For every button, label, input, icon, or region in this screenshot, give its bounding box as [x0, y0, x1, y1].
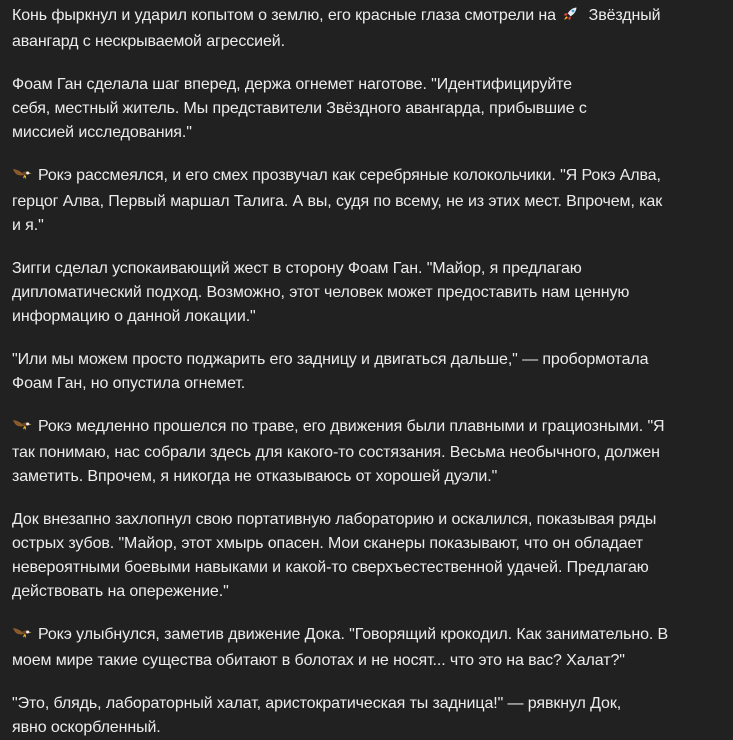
paragraph-9	[12, 692, 733, 740]
text-segment: Рокэ рассмеялся, и его смех прозвучал как серебряные колокольчики. "Я Рокэ Алва,	[38, 167, 661, 184]
text-line	[12, 623, 733, 649]
text-line: Зигги сделал успокаивающий жест в сторону Фоам Ган. "Майор, я предлагаю	[12, 260, 582, 277]
text-line: и я."	[12, 217, 44, 234]
text-line: Фоам Ган, но опустила огнемет.	[12, 375, 246, 392]
text-line: явно оскорбленный.	[12, 719, 161, 736]
text-line: дипломатический подход. Возможно, этот человек может предоставить нам ценную	[12, 284, 630, 301]
text-line	[12, 415, 733, 441]
text-line	[12, 4, 733, 30]
text-line: миссией исследования."	[12, 124, 192, 141]
paragraph-5	[12, 348, 733, 396]
text-line: невероятными боевыми навыками и какой-то сверхъестественной удачей. Предлагаю	[12, 559, 649, 576]
text-line: заметить. Впрочем, я никогда не отказываюсь от хорошей дуэли."	[12, 468, 498, 485]
text-line	[12, 164, 733, 190]
paragraph-7	[12, 508, 733, 604]
paragraph-8	[12, 623, 733, 673]
text-line: так понимаю, нас собрали здесь для какого-то состязания. Весьма необычного, должен	[12, 444, 660, 461]
eagle-icon	[12, 166, 32, 190]
text-line: действовать на опережение."	[12, 583, 229, 600]
eagle-icon	[12, 417, 32, 441]
text-line: герцог Алва, Первый маршал Талига. А вы, судя по всему, не из этих мест. Впрочем, как	[12, 193, 663, 210]
text-segment: Звёздный	[584, 7, 661, 24]
rocket-icon	[562, 6, 578, 30]
paragraph-6	[12, 415, 733, 489]
text-segment: Конь фыркнул и ударил копытом о землю, его красные глаза смотрели на	[12, 7, 561, 24]
text-segment: Рокэ медленно прошелся по траве, его движения были плавными и грациозными. "Я	[38, 418, 665, 435]
text-line: себя, местный житель. Мы представители Звёздного авангарда, прибывшие с	[12, 100, 587, 117]
paragraph-3	[12, 164, 733, 238]
text-line: "Или мы можем просто поджарить его задницу и двигаться дальше," — пробормотала	[12, 351, 649, 368]
eagle-icon	[12, 625, 32, 649]
text-line: Док внезапно захлопнул свою портативную лабораторию и оскалился, показывая ряды	[12, 511, 657, 528]
paragraph-1	[12, 4, 733, 54]
paragraph-2	[12, 73, 733, 145]
paragraph-4	[12, 257, 733, 329]
text-line: "Это, блядь, лабораторный халат, аристократическая ты задница!" — рявкнул Док,	[12, 695, 622, 712]
text-line: информацию о данной локации."	[12, 308, 256, 325]
text-line: моем мире такие существа обитают в болотах и не носят... что это на вас? Халат?"	[12, 652, 625, 669]
text-line: авангард с нескрываемой агрессией.	[12, 33, 285, 50]
text-line: Фоам Ган сделала шаг вперед, держа огнемет наготове. "Идентифицируйте	[12, 76, 572, 93]
text-segment: Рокэ улыбнулся, заметив движение Дока. "Говорящий крокодил. Как занимательно. В	[38, 626, 669, 643]
text-line: острых зубов. "Майор, этот хмырь опасен. Мои сканеры показывают, что он обладает	[12, 535, 644, 552]
